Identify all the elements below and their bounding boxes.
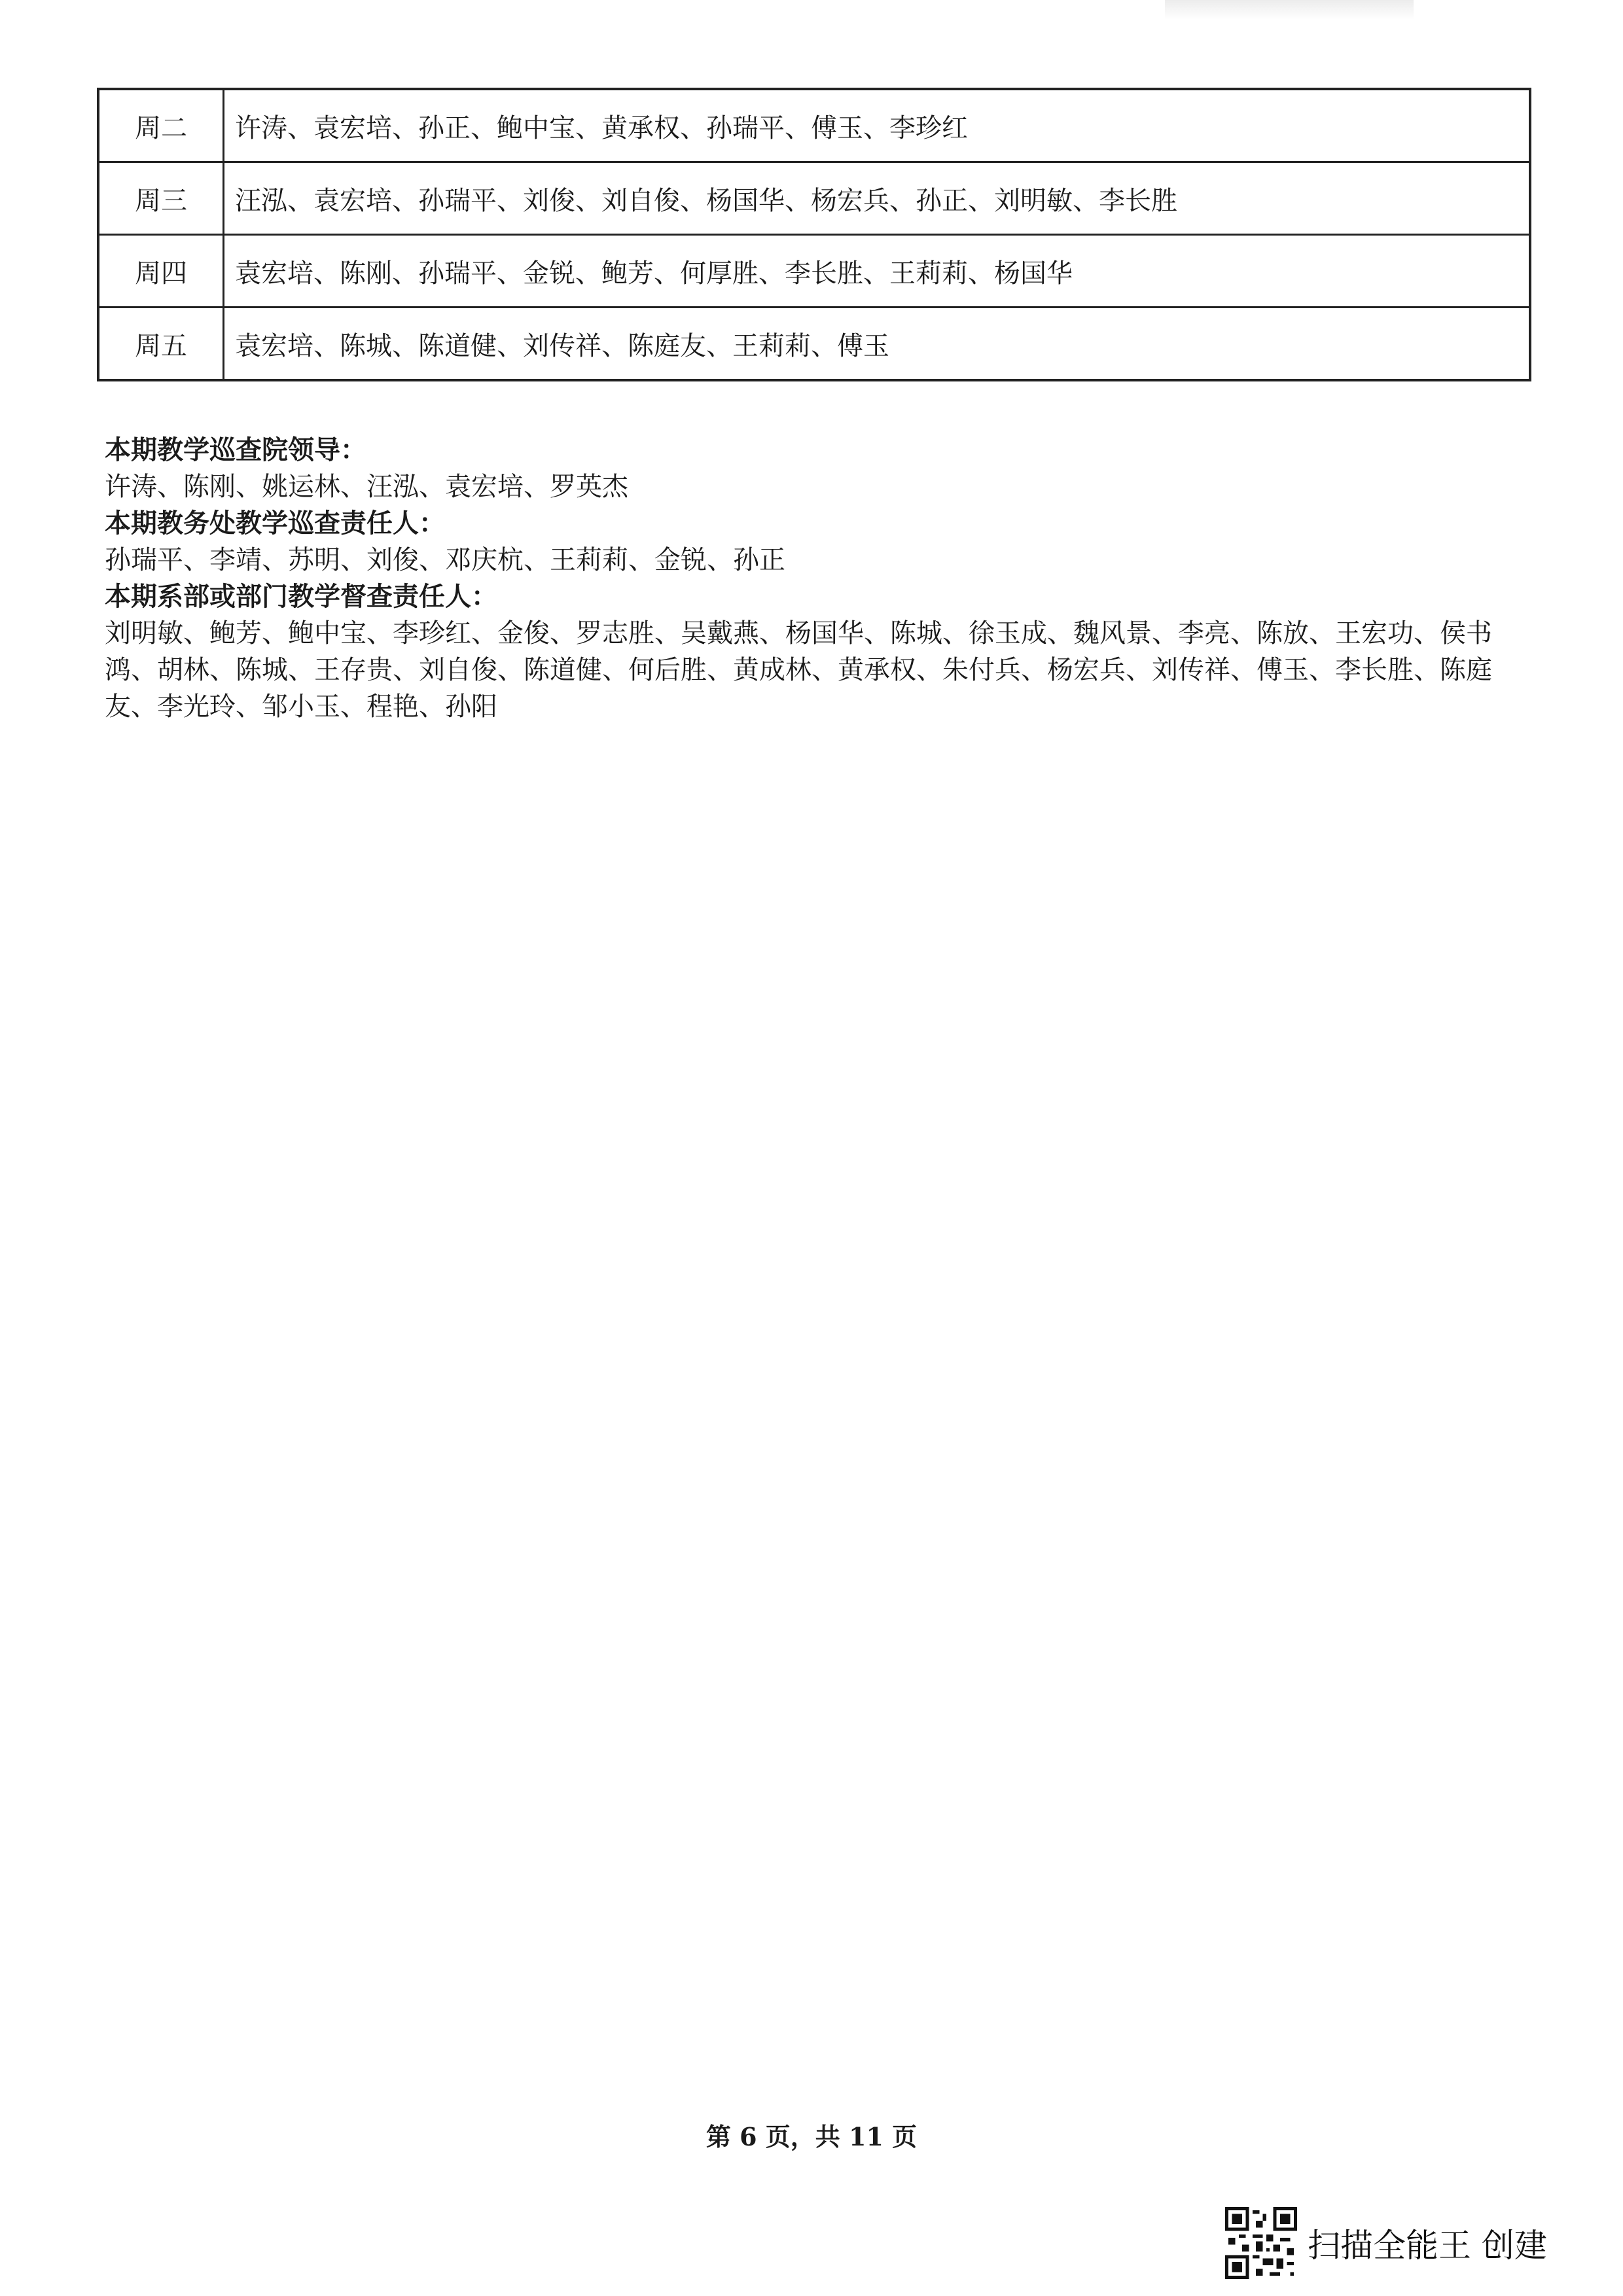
weekday-cell: 周四 — [98, 235, 224, 308]
table-row — [98, 235, 1530, 308]
department-names: 刘明敏、鲍芳、鲍中宝、李珍红、金俊、罗志胜、吴戴燕、杨国华、陈城、徐玉成、魏风景、李亮、陈放、王宏功、侯书鸿、胡林、陈城、王存贵、刘自俊、陈道健、何后胜、黄成林、黄承权、朱付兵、杨宏兵、刘传祥、傅玉、李长胜、陈庭友、李光玲、邹小玉、程艳、孙阳 — [105, 618, 1492, 722]
page-number: 第 6 页，共 11 页 — [705, 2122, 918, 2151]
qr-code-icon — [1225, 2207, 1297, 2279]
inspector-names-cell: 许涛、袁宏培、孙正、鲍中宝、黄承权、孙瑞平、傅玉、李珍红 — [224, 89, 1531, 162]
table-row — [98, 308, 1530, 381]
department-heading: 本期系部或部门教学督查责任人： — [105, 581, 497, 612]
office-heading: 本期教务处教学巡查责任人： — [105, 508, 445, 539]
responsibility-notes — [105, 432, 1512, 725]
inspector-names-cell: 袁宏培、陈城、陈道健、刘传祥、陈庭友、王莉莉、傅玉 — [224, 308, 1531, 381]
inspector-names-cell: 汪泓、袁宏培、孙瑞平、刘俊、刘自俊、杨国华、杨宏兵、孙正、刘明敏、李长胜 — [224, 162, 1531, 235]
scanner-watermark — [1225, 2207, 1547, 2279]
patrol-schedule-table — [97, 88, 1531, 381]
leaders-names: 许涛、陈刚、姚运林、汪泓、袁宏培、罗英杰 — [105, 472, 628, 502]
weekday-cell: 周三 — [98, 162, 224, 235]
table-row — [98, 162, 1530, 235]
watermark-text: 扫描全能王 创建 — [1308, 2227, 1547, 2265]
leaders-heading: 本期教学巡查院领导： — [105, 434, 366, 465]
table-row — [98, 89, 1530, 162]
office-names: 孙瑞平、李靖、苏明、刘俊、邓庆杭、王莉莉、金锐、孙正 — [105, 545, 785, 575]
inspector-names-cell: 袁宏培、陈刚、孙瑞平、金锐、鲍芳、何厚胜、李长胜、王莉莉、杨国华 — [224, 235, 1531, 308]
weekday-cell: 周二 — [98, 89, 224, 162]
weekday-cell: 周五 — [98, 308, 224, 381]
scan-shadow — [1165, 0, 1414, 20]
